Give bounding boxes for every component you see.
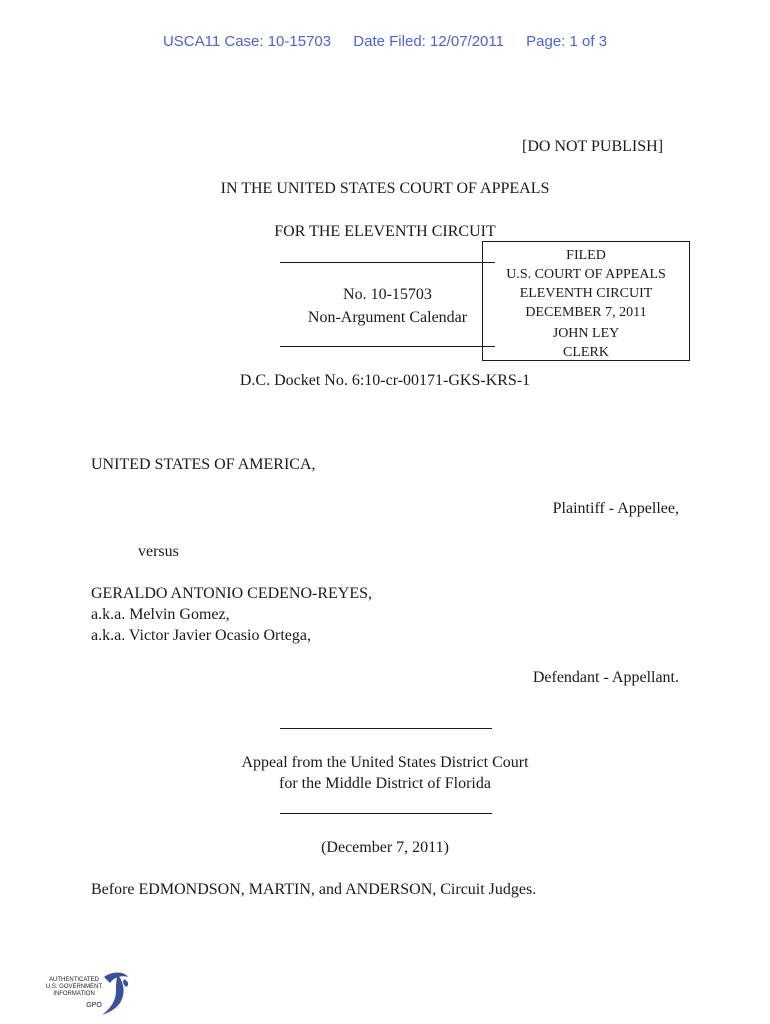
logo-line-3: INFORMATION	[53, 991, 95, 997]
gpo-authentication-logo	[44, 969, 140, 1017]
filed-stamp-line: DECEMBER 7, 2011	[525, 305, 647, 320]
case-number-top-rule	[280, 262, 495, 263]
defendant-aka-1: a.k.a. Melvin Gomez,	[91, 606, 230, 623]
appeal-bottom-rule	[280, 813, 492, 814]
docket-number: D.C. Docket No. 6:10-cr-00171-GKS-KRS-1	[239, 372, 531, 389]
calendar-type: Non-Argument Calendar	[307, 309, 468, 326]
header-page-number: Page: 1 of 3	[526, 33, 608, 50]
defendant-aka-2: a.k.a. Victor Javier Ocasio Ortega,	[91, 627, 311, 644]
filed-stamp-line: JOHN LEY	[552, 326, 620, 341]
filed-stamp-line: CLERK	[563, 345, 609, 360]
panel-judges: Before EDMONDSON, MARTIN, and ANDERSON, Circuit Judges.	[91, 881, 537, 898]
case-number-bottom-rule	[280, 346, 495, 347]
appeal-top-rule	[280, 728, 492, 729]
defendant-role: Defendant - Appellant.	[532, 669, 679, 686]
filed-stamp-line: U.S. COURT OF APPEALS	[506, 267, 666, 282]
plaintiff-role: Plaintiff - Appellee,	[552, 500, 679, 517]
gpo-eagle-icon	[102, 973, 128, 1016]
logo-line-4: GPO	[86, 1002, 102, 1009]
document-header	[0, 33, 770, 50]
appeal-court-line-2: for the Middle District of Florida	[279, 775, 491, 792]
header-date-filed: Date Filed: 12/07/2011	[353, 33, 504, 50]
logo-line-1: AUTHENTICATED	[49, 977, 99, 983]
logo-line-2: U.S. GOVERNMENT	[45, 984, 103, 990]
plaintiff-name: UNITED STATES OF AMERICA,	[91, 456, 316, 473]
publish-note: [DO NOT PUBLISH]	[522, 138, 664, 155]
case-number: No. 10-15703	[343, 286, 432, 303]
appeal-court-line-1: Appeal from the United States District Court	[241, 754, 529, 771]
filed-stamp-line: ELEVENTH CIRCUIT	[519, 286, 653, 301]
defendant-name: GERALDO ANTONIO CEDENO-REYES,	[91, 585, 373, 602]
header-case-number: USCA11 Case: 10-15703	[162, 33, 332, 50]
court-name: IN THE UNITED STATES COURT OF APPEALS	[220, 180, 550, 197]
circuit-name: FOR THE ELEVENTH CIRCUIT	[274, 223, 496, 240]
filed-stamp	[482, 241, 690, 361]
filed-stamp-line: FILED	[566, 248, 606, 263]
versus-label: versus	[138, 543, 179, 560]
decision-date: (December 7, 2011)	[321, 839, 449, 856]
